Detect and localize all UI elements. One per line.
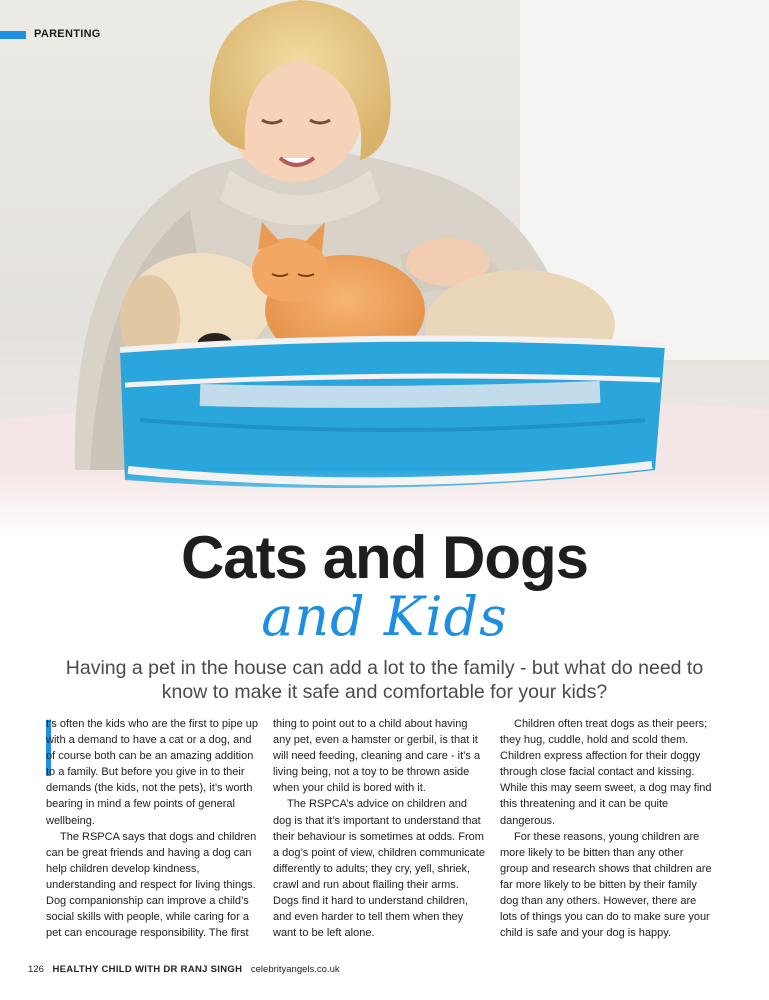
article-column-3: [500, 716, 712, 941]
article-title: Cats and Dogs: [180, 524, 589, 591]
section-label: PARENTING: [34, 28, 101, 40]
article-lead-paragraph: t’s often the kids who are the first to pipe up with a demand to have a cat or a dog, and of course both can be an amazing addition to a family. But before you give in to their demands (the kids, not the pets), it’s worth bearing in mind a few points of general wellbeing.: [46, 718, 258, 827]
article-column-2: [273, 716, 485, 941]
article-paragraph: The RSPCA’s advice on children and dog is that it’s important to understand that their behaviour is sometimes at odds. From a dog’s point of view, children communicate differently to adults; they cry, yell, shriek, crawl and run about flailing their arms. Dogs find it hard to understand children, and even harder to tell them when they want to be left alone.: [273, 798, 485, 940]
magazine-title: HEALTHY CHILD WITH DR RANJ SINGH: [52, 964, 243, 975]
article-column-1: [46, 716, 258, 941]
article-title-script: and Kids: [261, 585, 508, 648]
article-paragraph: thing to point out to a child about having any pet, even a hamster or gerbil, is that it will need feeding, cleaning and care - it’s a living being, not a toy to be thrown aside when your child is bored with it.: [273, 718, 481, 795]
article-paragraph: For these reasons, young children are more likely to be bitten than any other group and research shows that children are far more likely to be bitten by their family dog than any others. However, there are lots of things you can do to make sure your child is safe and your dog is happy.: [500, 830, 712, 940]
article-paragraph: The RSPCA says that dogs and children can be great friends and having a dog can help children develop kindness, understanding and respect for living things. Dog companionship can improve a child’s social skills with people, while caring for a pet can encourage responsibility. The first: [46, 830, 257, 940]
website-link[interactable]: celebrityangels.co.uk: [250, 964, 340, 975]
article-standfirst: Having a pet in the house can add a lot to the family - but what do need to know to make it safe and comfortable for your kids?: [65, 657, 704, 703]
section-accent-bar: [0, 31, 26, 39]
article-paragraph: Children often treat dogs as their peers; they hug, cuddle, hold and scold them. Children express affection for their doggy through close facial contact and kissing. While this may seem sweet, a dog may find this threatening and it can be quite dangerous.: [500, 718, 712, 827]
page-number: 126: [28, 964, 44, 975]
page-footer: [28, 964, 340, 975]
